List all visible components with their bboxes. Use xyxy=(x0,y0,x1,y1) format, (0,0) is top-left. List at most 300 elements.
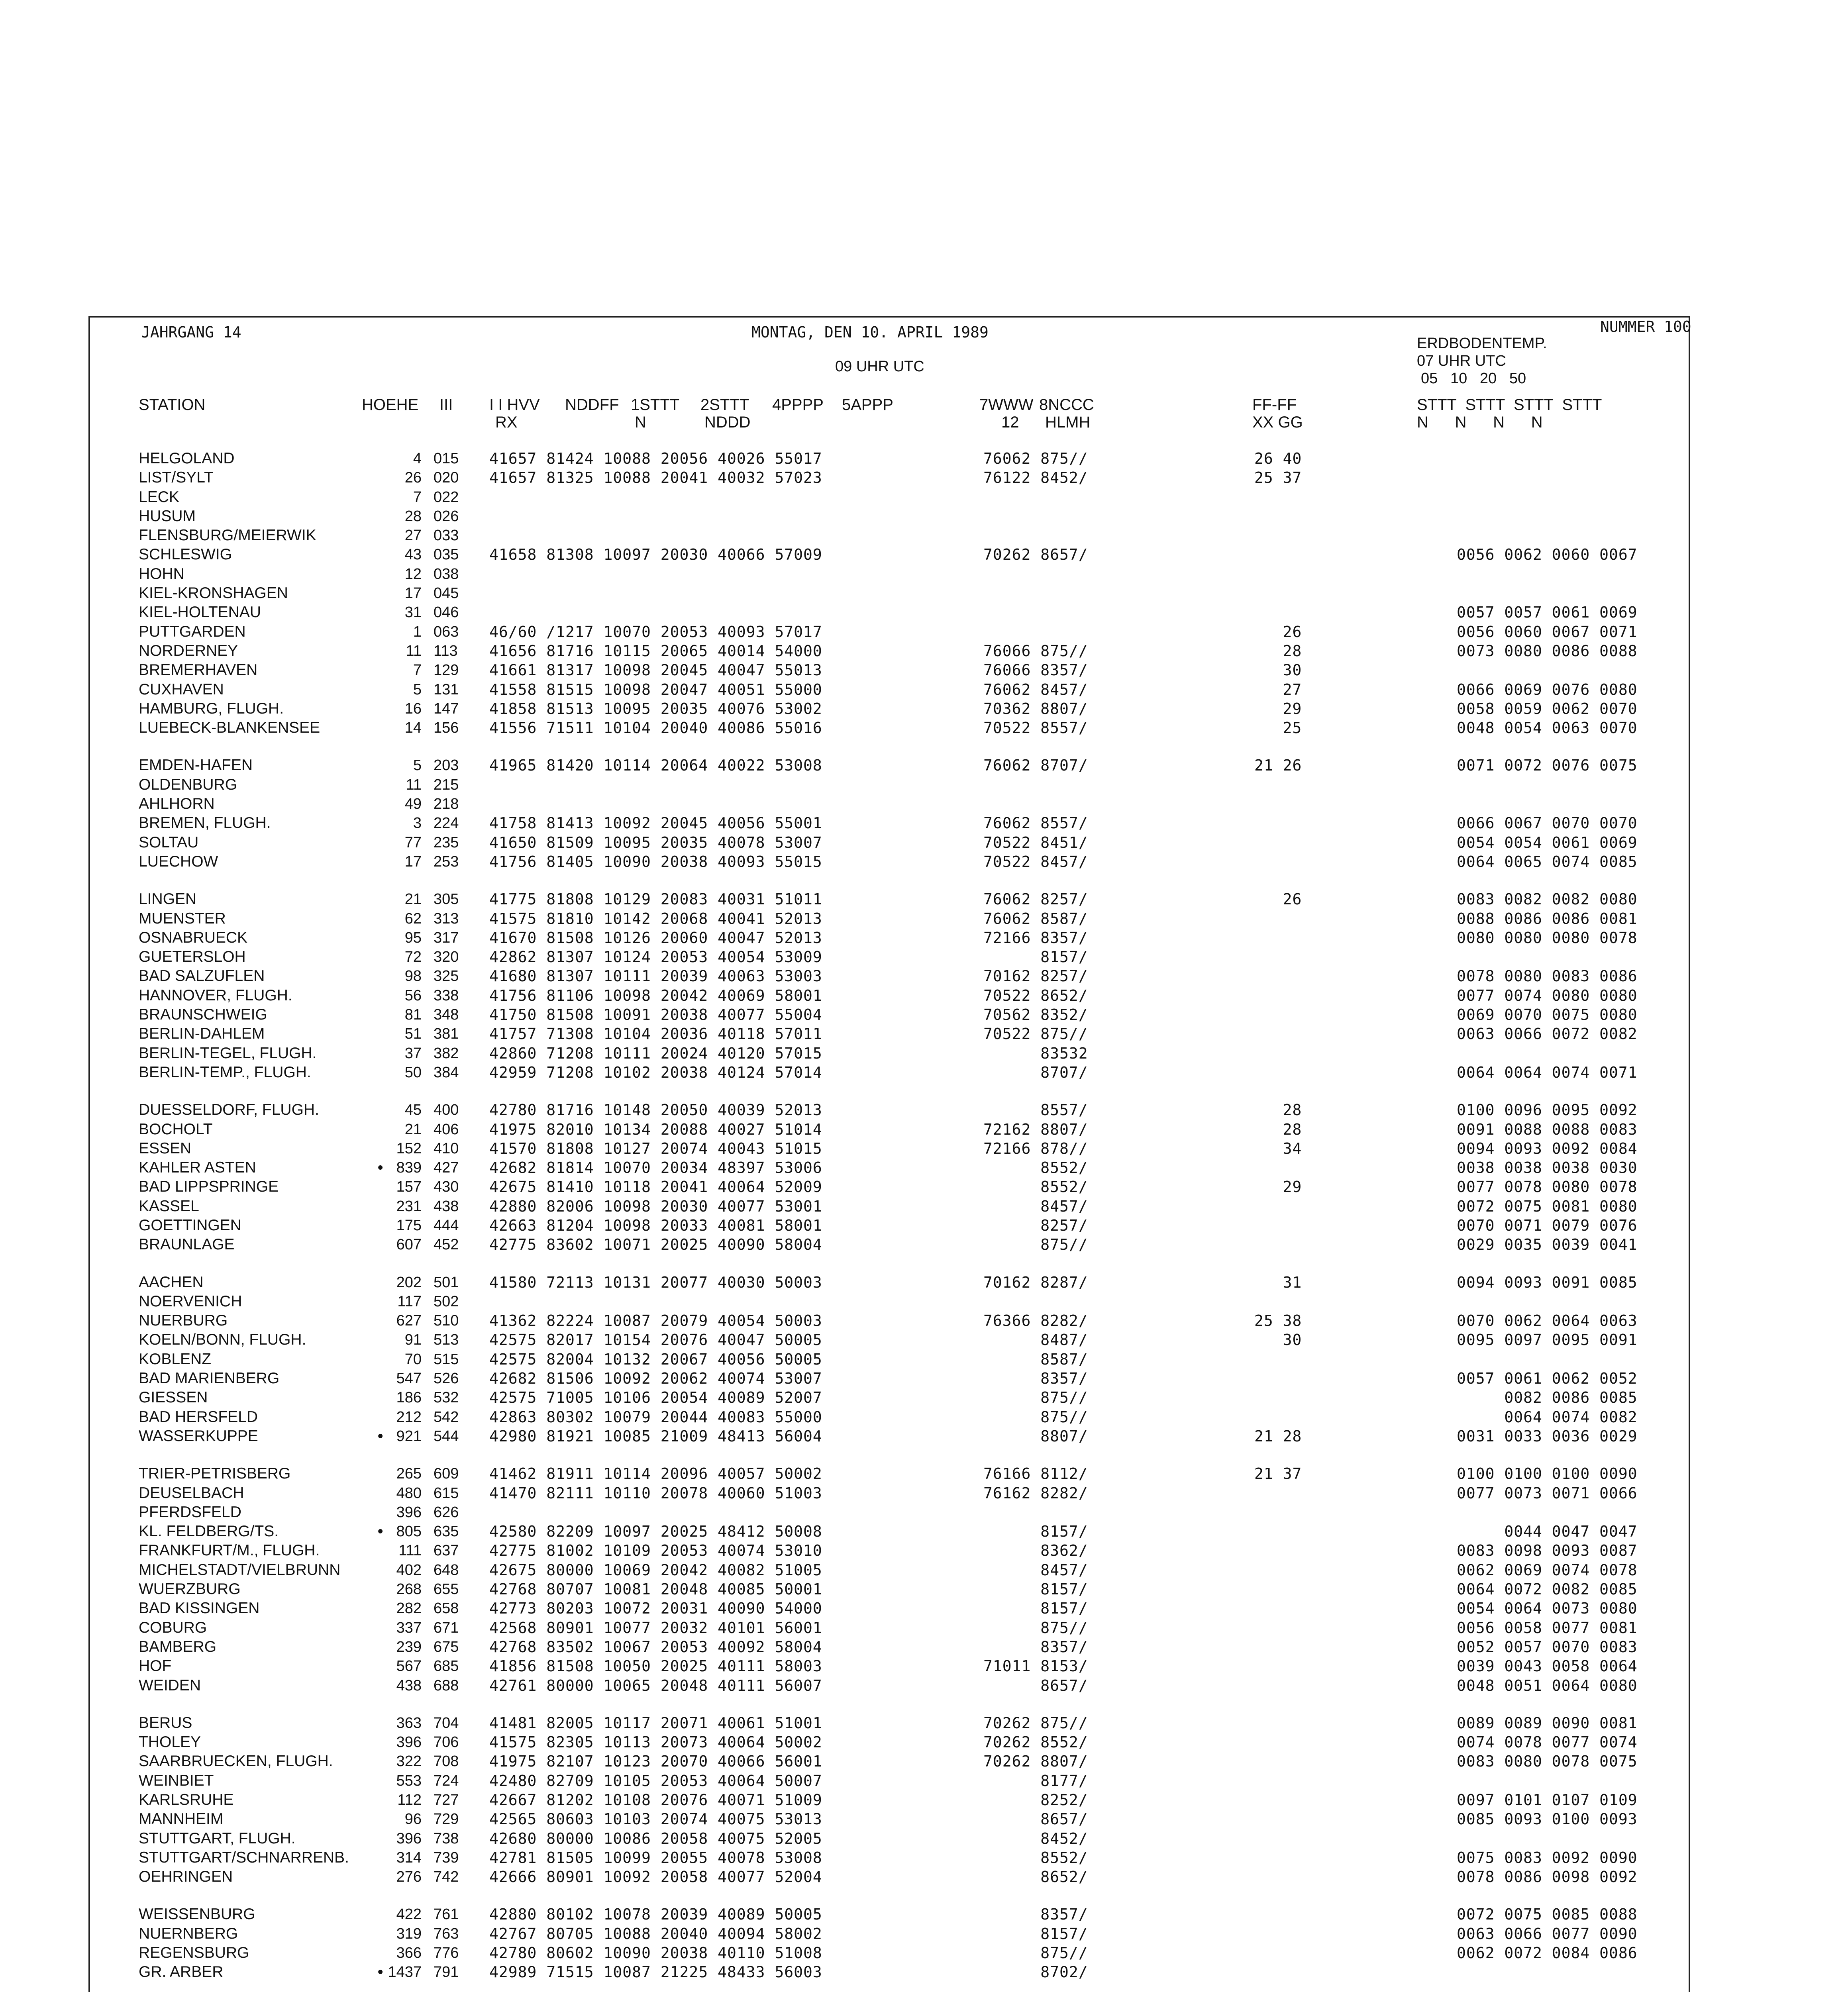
wind-gust: 21 28 xyxy=(1254,1427,1302,1445)
station-name: GIESSEN xyxy=(139,1389,208,1406)
table-row xyxy=(139,1943,1689,1963)
station-name: CUXHAVEN xyxy=(139,680,224,698)
station-height: 422 xyxy=(396,1906,422,1923)
weather-groups: 76066 875// xyxy=(983,642,1088,660)
synop-groups: 41470 82111 10110 20078 40060 51003 xyxy=(489,1484,822,1502)
synop-groups: 42767 80705 10088 20040 40094 58002 xyxy=(489,1925,822,1943)
station-name: BREMEN, FLUGH. xyxy=(139,814,271,832)
soil-temps: 0091 0088 0088 0083 xyxy=(1457,1120,1638,1138)
table-row xyxy=(139,1292,1689,1311)
synop-groups: 41858 81513 10095 20035 40076 53002 xyxy=(489,700,822,718)
soil-temps: 0074 0078 0077 0074 xyxy=(1457,1733,1638,1751)
weather-groups: 8552/ xyxy=(983,1178,1088,1196)
weather-groups: 70162 8257/ xyxy=(983,967,1088,985)
table-row xyxy=(139,1829,1689,1848)
station-id: 502 xyxy=(434,1293,459,1310)
table-row xyxy=(139,1503,1689,1522)
weather-groups: 70522 875// xyxy=(983,1025,1088,1043)
station-name: FRANKFURT/M., FLUGH. xyxy=(139,1542,320,1559)
station-id: 708 xyxy=(434,1753,459,1770)
table-row xyxy=(139,986,1689,1005)
weather-groups: 76366 8282/ xyxy=(983,1312,1088,1330)
station-height: 627 xyxy=(396,1312,422,1329)
weather-groups: 8252/ xyxy=(983,1791,1088,1809)
station-height: 117 xyxy=(397,1293,422,1310)
soil-temps: 0070 0071 0079 0076 xyxy=(1457,1216,1638,1234)
synop-groups: 41661 81317 10098 20045 40047 55013 xyxy=(489,661,822,679)
weather-groups: 8657/ xyxy=(983,1810,1088,1828)
station-id: 675 xyxy=(434,1638,459,1655)
station-height: 37 xyxy=(404,1045,422,1062)
station-id: 706 xyxy=(434,1734,459,1751)
table-row xyxy=(139,1657,1689,1676)
station-id: 515 xyxy=(434,1351,459,1368)
station-name: BOCHOLT xyxy=(139,1120,213,1138)
station-height: 553 xyxy=(396,1772,422,1789)
soil-temps: 0029 0035 0039 0041 xyxy=(1457,1236,1638,1254)
col-group8-sub: HLMH xyxy=(1045,414,1091,431)
station-id: 035 xyxy=(434,546,459,563)
synop-groups: 41580 72113 10131 20077 40030 50003 xyxy=(489,1273,822,1291)
station-height: 27 xyxy=(404,527,422,544)
synop-groups: 41856 81508 10050 20025 40111 58003 xyxy=(489,1657,822,1675)
soil-temps: 0056 0062 0060 0067 xyxy=(1457,546,1638,564)
synop-groups: 41758 81413 10092 20045 40056 55001 xyxy=(489,814,822,832)
station-name: MICHELSTADT/VIELBRUNN xyxy=(139,1561,341,1578)
table-row xyxy=(139,1924,1689,1943)
soil-temps: 0089 0089 0090 0081 xyxy=(1457,1714,1638,1732)
synop-groups: 42775 81002 10109 20053 40074 53010 xyxy=(489,1542,822,1560)
weather-groups: 875// xyxy=(983,1408,1088,1426)
station-height: 396 xyxy=(396,1830,422,1847)
station-id: 742 xyxy=(434,1868,459,1886)
soil-temps: 0100 0096 0095 0092 xyxy=(1457,1101,1638,1119)
station-height: 157 xyxy=(396,1178,422,1196)
station-name: HUSUM xyxy=(139,507,196,525)
station-name: BAD SALZUFLEN xyxy=(139,967,265,985)
synop-groups: 42568 80901 10077 20032 40101 56001 xyxy=(489,1619,822,1637)
weather-groups: 8357/ xyxy=(983,1370,1088,1388)
soil-temps: 0077 0073 0071 0066 xyxy=(1457,1484,1638,1502)
station-name: HAMBURG, FLUGH. xyxy=(139,700,284,717)
station-name: BAMBERG xyxy=(139,1638,217,1655)
station-height: 396 xyxy=(396,1734,422,1751)
synop-groups: 42863 80302 10079 20044 40083 55000 xyxy=(489,1408,822,1426)
soil-temps: 0075 0083 0092 0090 xyxy=(1457,1849,1638,1867)
station-id: 763 xyxy=(434,1925,459,1942)
weather-groups: 8587/ xyxy=(983,1350,1088,1368)
table-row xyxy=(139,1733,1689,1752)
synop-groups: 42781 81505 10099 20055 40078 53008 xyxy=(489,1849,822,1867)
soil-temps: 0066 0067 0070 0070 xyxy=(1457,814,1638,832)
station-id: 704 xyxy=(434,1714,459,1731)
station-id: 218 xyxy=(434,796,459,813)
station-name: BAD LIPPSPRINGE xyxy=(139,1178,279,1196)
synop-groups: 42773 80203 10072 20031 40090 54000 xyxy=(489,1600,822,1618)
wind-gust: 21 26 xyxy=(1254,757,1302,774)
station-height: 50 xyxy=(404,1064,422,1081)
weather-groups: 8652/ xyxy=(983,1868,1088,1886)
synop-groups: 41558 81515 10098 20047 40051 55000 xyxy=(489,680,822,698)
station-height: 43 xyxy=(404,546,422,563)
station-name: LECK xyxy=(139,488,179,506)
soil-temps: 0052 0057 0070 0083 xyxy=(1457,1638,1638,1656)
station-name: LIST/SYLT xyxy=(139,469,214,486)
station-height: 839 xyxy=(396,1159,422,1176)
weather-groups: 8552/ xyxy=(983,1159,1088,1177)
station-id: 609 xyxy=(434,1465,459,1482)
station-name: BAD KISSINGEN xyxy=(139,1600,260,1617)
weather-groups: 70362 8807/ xyxy=(983,700,1088,718)
table-row xyxy=(139,1369,1689,1388)
soil-temps: 0078 0086 0098 0092 xyxy=(1457,1868,1638,1886)
mountain-marker: • xyxy=(378,1427,383,1445)
soil-temp-title: ERDBODENTEMP. xyxy=(1417,335,1547,352)
synop-groups: 42666 80901 10092 20058 40077 52004 xyxy=(489,1868,822,1886)
station-name: KL. FELDBERG/TS. xyxy=(139,1523,279,1540)
soil-temps: 0066 0069 0076 0080 xyxy=(1457,680,1638,698)
synop-groups: 41680 81307 10111 20039 40063 53003 xyxy=(489,967,822,985)
station-name: OSNABRUECK xyxy=(139,929,248,946)
weather-groups: 76066 8357/ xyxy=(983,661,1088,679)
col-group8: 8NCCC xyxy=(1039,396,1094,414)
station-name: GR. ARBER xyxy=(139,1963,224,1981)
station-name: WUERZBURG xyxy=(139,1580,241,1598)
weather-groups: 72166 878// xyxy=(983,1139,1088,1157)
station-id: 033 xyxy=(434,527,459,544)
station-id: 444 xyxy=(434,1217,459,1234)
col-group7: 7WWW xyxy=(979,396,1034,414)
table-row xyxy=(139,545,1689,564)
wind-gust: 29 xyxy=(1254,700,1302,718)
synop-groups: 41756 81106 10098 20042 40069 58001 xyxy=(489,986,822,1004)
station-name: DUESSELDORF, FLUGH. xyxy=(139,1101,319,1119)
synop-groups: 42775 83602 10071 20025 40090 58004 xyxy=(489,1236,822,1254)
wind-gust: 25 xyxy=(1254,719,1302,737)
col-soil: STTT STTT STTT STTT xyxy=(1417,396,1602,414)
station-height: 322 xyxy=(396,1753,422,1770)
station-height: 363 xyxy=(396,1714,422,1731)
station-id: 427 xyxy=(434,1159,459,1176)
table-row xyxy=(139,1867,1689,1886)
soil-temps: 0077 0078 0080 0078 xyxy=(1457,1178,1638,1196)
table-row xyxy=(139,507,1689,526)
station-name: BERLIN-TEGEL, FLUGH. xyxy=(139,1044,317,1062)
weather-groups: 8157/ xyxy=(983,1600,1088,1618)
station-height: 3 xyxy=(413,815,422,832)
weather-groups: 70262 875// xyxy=(983,1714,1088,1732)
station-id: 501 xyxy=(434,1274,459,1291)
station-name: MUENSTER xyxy=(139,910,226,927)
station-id: 063 xyxy=(434,623,459,640)
station-height: 62 xyxy=(404,910,422,927)
station-height: 319 xyxy=(396,1925,422,1942)
station-height: 98 xyxy=(404,968,422,985)
synop-groups: 41656 81716 10115 20065 40014 54000 xyxy=(489,642,822,660)
station-name: AHLHORN xyxy=(139,795,215,813)
station-name: WASSERKUPPE xyxy=(139,1427,258,1445)
weather-groups: 70562 8352/ xyxy=(983,1006,1088,1024)
station-height: 72 xyxy=(404,949,422,966)
station-id: 026 xyxy=(434,508,459,525)
weather-groups: 76062 8257/ xyxy=(983,890,1088,908)
station-height: 21 xyxy=(404,891,422,908)
synop-groups: 41658 81308 10097 20030 40066 57009 xyxy=(489,546,822,564)
synop-groups: 41462 81911 10114 20096 40057 50002 xyxy=(489,1465,822,1483)
station-height: 16 xyxy=(404,700,422,717)
table-row xyxy=(139,1963,1689,1982)
synop-groups: 41657 81325 10088 20041 40032 57023 xyxy=(489,469,822,487)
table-row xyxy=(139,565,1689,584)
synop-groups: 42575 82017 10154 20076 40047 50005 xyxy=(489,1331,822,1349)
soil-temps: 0063 0066 0072 0082 xyxy=(1457,1025,1638,1043)
table-row xyxy=(139,661,1689,680)
station-name: HELGOLAND xyxy=(139,450,235,467)
synop-groups: 42680 80000 10086 20058 40075 52005 xyxy=(489,1829,822,1847)
table-row xyxy=(139,584,1689,603)
synop-groups: 42675 80000 10069 20042 40082 51005 xyxy=(489,1561,822,1579)
station-name: FLENSBURG/MEIERWIK xyxy=(139,527,316,544)
station-height: 81 xyxy=(404,1006,422,1023)
weather-groups: 8702/ xyxy=(983,1963,1088,1981)
wind-gust: 29 xyxy=(1254,1178,1302,1196)
station-id: 113 xyxy=(434,642,458,659)
weather-groups: 76162 8282/ xyxy=(983,1484,1088,1502)
station-height: 91 xyxy=(404,1331,422,1349)
wind-gust: 28 xyxy=(1254,1120,1302,1138)
weather-groups: 875// xyxy=(983,1944,1088,1962)
col-soil-sub: N N N N xyxy=(1417,414,1543,431)
table-row xyxy=(139,1388,1689,1407)
weather-groups: 8487/ xyxy=(983,1331,1088,1349)
wind-gust: 25 37 xyxy=(1254,469,1302,487)
station-height: 7 xyxy=(413,488,422,506)
table-row xyxy=(139,1235,1689,1254)
station-height: 366 xyxy=(396,1945,422,1962)
station-height: 4 xyxy=(413,450,422,467)
station-height: 17 xyxy=(404,853,422,870)
station-height: 112 xyxy=(397,1792,422,1808)
weather-groups: 72166 8357/ xyxy=(983,929,1088,947)
station-id: 131 xyxy=(434,681,459,698)
synop-groups: 41975 82107 10123 20070 40066 56001 xyxy=(489,1753,822,1770)
soil-temps: 0054 0054 0061 0069 xyxy=(1457,833,1638,851)
synop-groups: 42780 80602 10090 20038 40110 51008 xyxy=(489,1944,822,1962)
synop-groups: 41975 82010 10134 20088 40027 51014 xyxy=(489,1120,822,1138)
wind-gust: 28 xyxy=(1254,1101,1302,1119)
synop-groups: 41556 71511 10104 20040 40086 55016 xyxy=(489,719,822,737)
soil-temps: 0048 0051 0064 0080 xyxy=(1457,1676,1638,1694)
table-row xyxy=(139,1408,1689,1427)
weather-groups: 76166 8112/ xyxy=(983,1465,1088,1483)
station-height: 438 xyxy=(396,1677,422,1694)
table-row xyxy=(139,1541,1689,1560)
soil-temps: 0057 0061 0062 0052 xyxy=(1457,1370,1638,1388)
table-row xyxy=(139,1120,1689,1139)
weather-groups: 875// xyxy=(983,1236,1088,1254)
station-height: 56 xyxy=(404,987,422,1004)
table-row xyxy=(139,488,1689,507)
station-name: TRIER-PETRISBERG xyxy=(139,1465,291,1482)
station-height: 202 xyxy=(396,1274,422,1291)
table-row xyxy=(139,468,1689,487)
synop-groups: 42565 80603 10103 20074 40075 53013 xyxy=(489,1810,822,1828)
synop-groups: 41575 81810 10142 20068 40041 52013 xyxy=(489,910,822,927)
station-height: 607 xyxy=(396,1236,422,1253)
station-name: KAHLER ASTEN xyxy=(139,1159,256,1176)
weather-groups: 76062 8587/ xyxy=(983,910,1088,927)
table-row xyxy=(139,756,1689,775)
station-name: AACHEN xyxy=(139,1273,204,1291)
table-row xyxy=(139,1676,1689,1695)
synop-groups: 42575 71005 10106 20054 40089 52007 xyxy=(489,1389,822,1407)
station-id: 147 xyxy=(434,700,459,717)
synop-groups: 46/60 /1217 10070 20053 40093 57017 xyxy=(489,623,822,641)
station-name: BAD HERSFELD xyxy=(139,1408,258,1425)
synop-groups: 42675 81410 10118 20041 40064 52009 xyxy=(489,1178,822,1196)
station-id: 513 xyxy=(434,1331,459,1349)
station-id: 215 xyxy=(434,776,459,793)
station-id: 738 xyxy=(434,1830,459,1847)
synop-groups: 42768 83502 10067 20053 40092 58004 xyxy=(489,1638,822,1656)
table-row xyxy=(139,775,1689,794)
table-row xyxy=(139,1464,1689,1483)
station-id: 526 xyxy=(434,1370,459,1387)
table-row xyxy=(139,1771,1689,1790)
soil-temps: 0062 0069 0074 0078 xyxy=(1457,1561,1638,1579)
weather-groups: 8707/ xyxy=(983,1063,1088,1081)
mountain-marker: • xyxy=(378,1964,383,1981)
weather-groups: 8362/ xyxy=(983,1542,1088,1560)
soil-temps: 0083 0082 0082 0080 xyxy=(1457,890,1638,908)
station-name: BREMERHAVEN xyxy=(139,661,258,679)
soil-temps: 0085 0093 0100 0093 xyxy=(1457,1810,1638,1828)
station-height: 175 xyxy=(396,1217,422,1234)
station-id: 724 xyxy=(434,1772,459,1789)
station-id: 156 xyxy=(434,720,459,737)
synop-groups: 42575 82004 10132 20067 40056 50005 xyxy=(489,1350,822,1368)
soil-temps: 0083 0098 0093 0087 xyxy=(1457,1542,1638,1560)
station-id: 045 xyxy=(434,585,459,602)
table-row xyxy=(139,1810,1689,1829)
station-height: 14 xyxy=(404,720,422,737)
station-height: 21 xyxy=(404,1121,422,1138)
synop-groups: 41775 81808 10129 20083 40031 51011 xyxy=(489,890,822,908)
station-height: 337 xyxy=(396,1619,422,1636)
station-id: 430 xyxy=(434,1178,459,1196)
soil-temps: 0073 0080 0086 0088 xyxy=(1457,642,1638,660)
station-height: 49 xyxy=(404,796,422,813)
weather-groups: 8157/ xyxy=(983,1925,1088,1943)
col-group3: 1STTT xyxy=(631,396,680,414)
soil-temps: 0056 0060 0067 0071 xyxy=(1457,623,1638,641)
weather-groups: 83532 xyxy=(983,1044,1088,1062)
wind-gust: 31 xyxy=(1254,1273,1302,1291)
station-height: 28 xyxy=(404,508,422,525)
station-height: 547 xyxy=(396,1370,422,1387)
station-name: BERLIN-TEMP., FLUGH. xyxy=(139,1063,311,1081)
station-height: 51 xyxy=(404,1025,422,1043)
table-row xyxy=(139,1848,1689,1867)
station-id: 320 xyxy=(434,949,459,966)
station-id: 410 xyxy=(434,1140,459,1157)
table-row xyxy=(139,909,1689,928)
station-height: 45 xyxy=(404,1102,422,1119)
soil-temps: 0054 0064 0073 0080 xyxy=(1457,1600,1638,1618)
soil-temps: 0062 0072 0084 0086 xyxy=(1457,1944,1638,1962)
station-name: NOERVENICH xyxy=(139,1292,242,1310)
weather-groups: 875// xyxy=(983,1389,1088,1407)
soil-temps: 0057 0057 0061 0069 xyxy=(1457,604,1638,622)
synop-groups: 42667 81202 10108 20076 40071 51009 xyxy=(489,1791,822,1809)
wind-gust: 26 40 xyxy=(1254,450,1302,467)
station-height: 1437 xyxy=(388,1964,422,1981)
synop-groups: 42980 81921 10085 21009 48413 56004 xyxy=(489,1427,822,1445)
col-hoehe: HOEHE xyxy=(362,396,419,414)
station-id: 671 xyxy=(434,1619,459,1636)
soil-temps: 0094 0093 0091 0085 xyxy=(1457,1273,1638,1291)
weather-groups: 8157/ xyxy=(983,948,1088,966)
wind-gust: 30 xyxy=(1254,661,1302,679)
synop-groups: 42663 81204 10098 20033 40081 58001 xyxy=(489,1216,822,1234)
station-table xyxy=(139,449,1689,1992)
synop-groups: 42682 81814 10070 20034 48397 53006 xyxy=(489,1159,822,1177)
weather-groups: 70522 8451/ xyxy=(983,833,1088,851)
soil-temps: 0071 0072 0076 0075 xyxy=(1457,757,1638,774)
col-group6: 5APPP xyxy=(842,396,893,414)
soil-temps: 0063 0066 0077 0090 xyxy=(1457,1925,1638,1943)
table-row xyxy=(139,1024,1689,1043)
table-row xyxy=(139,852,1689,871)
weather-groups: 71011 8153/ xyxy=(983,1657,1088,1675)
table-row xyxy=(139,1599,1689,1618)
weather-groups: 8457/ xyxy=(983,1197,1088,1215)
station-id: 235 xyxy=(434,834,459,851)
station-name: KIEL-KRONSHAGEN xyxy=(139,584,288,602)
station-name: BERLIN-DAHLEM xyxy=(139,1025,265,1043)
station-height: 26 xyxy=(404,469,422,486)
table-row xyxy=(139,622,1689,641)
table-row xyxy=(139,928,1689,947)
station-id: 791 xyxy=(434,1964,459,1981)
station-id: 776 xyxy=(434,1945,459,1962)
station-name: KARLSRUHE xyxy=(139,1791,234,1808)
station-height: 77 xyxy=(404,834,422,851)
table-row xyxy=(139,833,1689,852)
station-name: OLDENBURG xyxy=(139,776,237,793)
volume-label: JAHRGANG 14 xyxy=(141,324,241,341)
soil-temps: 0031 0033 0036 0029 xyxy=(1457,1427,1638,1445)
station-height: 1 xyxy=(413,623,422,640)
wind-gust: 25 38 xyxy=(1254,1312,1302,1330)
station-id: 406 xyxy=(434,1121,459,1138)
synop-groups: 42780 81716 10148 20050 40039 52013 xyxy=(489,1101,822,1119)
synop-groups: 41362 82224 10087 20079 40054 50003 xyxy=(489,1312,822,1330)
report-date: MONTAG, DEN 10. APRIL 1989 xyxy=(751,324,989,341)
soil-temps: 0056 0058 0077 0081 xyxy=(1457,1619,1638,1637)
station-name: REGENSBURG xyxy=(139,1944,249,1962)
weather-groups: 8557/ xyxy=(983,1101,1088,1119)
station-height: 31 xyxy=(404,604,422,621)
soil-temps: 0064 0064 0074 0071 xyxy=(1457,1063,1638,1081)
soil-temps: 0082 0086 0085 xyxy=(1457,1389,1638,1407)
synop-groups: 41965 81420 10114 20064 40022 53008 xyxy=(489,757,822,774)
station-name: DEUSELBACH xyxy=(139,1484,244,1502)
synop-groups: 41757 71308 10104 20036 40118 57011 xyxy=(489,1025,822,1043)
station-name: EMDEN-HAFEN xyxy=(139,757,253,774)
table-row xyxy=(139,1714,1689,1733)
station-id: 129 xyxy=(434,662,459,679)
